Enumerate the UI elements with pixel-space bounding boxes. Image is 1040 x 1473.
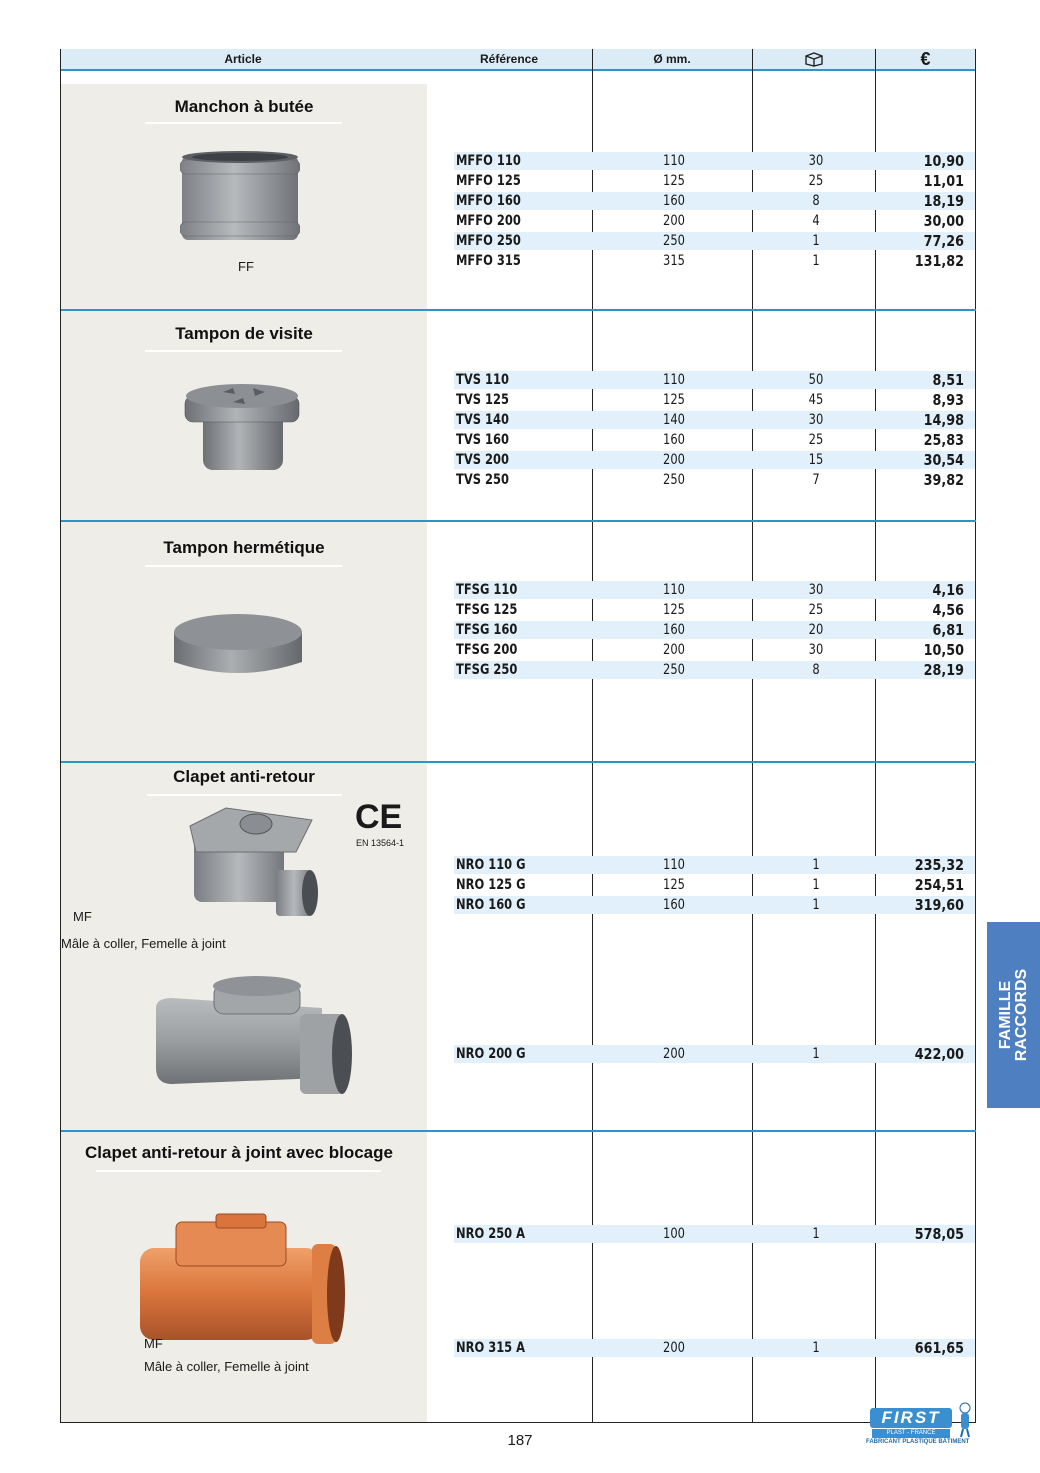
- table-row: [454, 451, 975, 469]
- price: 11,01: [923, 172, 964, 190]
- price: 4,16: [932, 581, 964, 599]
- price: 578,05: [914, 1225, 964, 1243]
- box-icon: [752, 49, 875, 69]
- section-divider: [61, 1130, 976, 1132]
- price: 25,83: [923, 431, 964, 449]
- price: 18,19: [923, 192, 964, 210]
- box-qty: 30: [808, 412, 824, 428]
- box-qty: 15: [808, 452, 824, 468]
- check-valve-image: [186, 806, 320, 918]
- diameter: 200: [663, 1340, 685, 1356]
- reference: TVS 250: [456, 472, 509, 488]
- table-row: [454, 192, 975, 210]
- box-qty: 1: [812, 1046, 820, 1062]
- table-row: [454, 661, 975, 679]
- diameter: 125: [663, 602, 685, 618]
- title-underline: [145, 350, 342, 352]
- reference: NRO 315 A: [456, 1340, 526, 1356]
- table-row: [454, 391, 975, 409]
- diameter: 110: [663, 153, 685, 169]
- reference: NRO 200 G: [456, 1046, 526, 1062]
- header-diameter: Ø mm.: [653, 52, 691, 66]
- diameter: 125: [663, 877, 685, 893]
- price: 10,90: [923, 152, 964, 170]
- title-underline: [147, 794, 342, 796]
- section-divider: [61, 520, 976, 522]
- connection-description: Mâle à coller, Femelle à joint: [61, 936, 226, 951]
- diameter: 250: [663, 472, 685, 488]
- diameter: 110: [663, 857, 685, 873]
- diameter: 160: [663, 897, 685, 913]
- price: 28,19: [923, 661, 964, 679]
- table-row: [454, 471, 975, 489]
- diameter: 160: [663, 622, 685, 638]
- box-qty: 30: [808, 582, 824, 598]
- price: 319,60: [914, 896, 964, 914]
- ce-mark: CE: [355, 798, 403, 836]
- title-underline: [96, 1170, 381, 1172]
- diameter: 125: [663, 392, 685, 408]
- table-row: [454, 876, 975, 894]
- table-row: [454, 856, 975, 874]
- diameter: 200: [663, 452, 685, 468]
- table-row: [454, 1225, 975, 1243]
- reference: NRO 250 A: [456, 1226, 526, 1242]
- box-qty: 25: [808, 602, 824, 618]
- reference: TVS 110: [456, 372, 509, 388]
- price: 30,00: [923, 212, 964, 230]
- header-euro: €: [920, 49, 931, 69]
- diameter: 200: [663, 642, 685, 658]
- reference: TVS 160: [456, 432, 509, 448]
- diameter: 250: [663, 662, 685, 678]
- diameter: 200: [663, 1046, 685, 1062]
- price: 422,00: [914, 1045, 964, 1063]
- connection-type: FF: [238, 259, 254, 274]
- box-qty: 45: [808, 392, 824, 408]
- connection-type: MF: [73, 909, 92, 924]
- table-row: [454, 371, 975, 389]
- price: 4,56: [932, 601, 964, 619]
- box-qty: 20: [808, 622, 824, 638]
- table-row: [454, 1045, 975, 1063]
- diameter: 315: [663, 253, 685, 269]
- coupling-image: [180, 150, 300, 245]
- box-qty: 30: [808, 642, 824, 658]
- section-title: Clapet anti-retour: [173, 767, 315, 786]
- table-row: [454, 641, 975, 659]
- box-qty: 1: [812, 253, 820, 269]
- section-title: Tampon hermétique: [163, 538, 325, 557]
- logo-tagline: FABRICANT PLASTIQUE BÂTIMENT: [866, 1439, 970, 1445]
- box-qty: 7: [812, 472, 820, 488]
- price: 254,51: [914, 876, 964, 894]
- header-article: Article: [224, 52, 262, 66]
- table-border-right: [975, 49, 976, 1423]
- table-border-left: [60, 49, 61, 1423]
- table-row: [454, 172, 975, 190]
- diameter: 160: [663, 432, 685, 448]
- table-row: [454, 152, 975, 170]
- table-row: [454, 601, 975, 619]
- section-divider: [61, 309, 976, 311]
- price: 6,81: [932, 621, 964, 639]
- inspection-cap-image: [183, 380, 301, 472]
- reference: MFFO 250: [456, 233, 521, 249]
- box-qty: 1: [812, 1226, 820, 1242]
- reference: TVS 200: [456, 452, 509, 468]
- reference: TVS 140: [456, 412, 509, 428]
- connection-description: Mâle à coller, Femelle à joint: [144, 1359, 309, 1374]
- page-number: 187: [507, 1432, 533, 1449]
- section-divider: [61, 761, 976, 763]
- section-title: Clapet anti-retour à joint avec blocage: [85, 1143, 393, 1162]
- brand-logo: [866, 1400, 976, 1450]
- reference: NRO 160 G: [456, 897, 526, 913]
- table-row: [454, 581, 975, 599]
- reference: MFFO 160: [456, 193, 521, 209]
- orange-check-valve-image: [136, 1212, 346, 1350]
- price: 30,54: [923, 451, 964, 469]
- price: 39,82: [923, 471, 964, 489]
- box-qty: 8: [812, 662, 820, 678]
- reference: TFSG 110: [456, 582, 518, 598]
- sealed-cap-image: [172, 612, 304, 680]
- mascot-icon: [954, 1400, 976, 1438]
- box-qty: 1: [812, 233, 820, 249]
- header-reference: Référence: [479, 52, 539, 66]
- ce-norm: EN 13564-1: [356, 838, 405, 848]
- reference: NRO 110 G: [456, 857, 526, 873]
- diameter: 200: [663, 213, 685, 229]
- table-row: [454, 252, 975, 270]
- diameter: 140: [663, 412, 685, 428]
- diameter: 110: [663, 372, 685, 388]
- reference: NRO 125 G: [456, 877, 526, 893]
- title-underline: [145, 122, 342, 124]
- box-qty: 1: [812, 857, 820, 873]
- box-qty: 50: [808, 372, 824, 388]
- connection-type: MF: [144, 1336, 163, 1351]
- section-title: Manchon à butée: [174, 97, 314, 116]
- check-valve-large-image: [152, 968, 356, 1108]
- section-title: Tampon de visite: [175, 324, 313, 343]
- reference: MFFO 315: [456, 253, 521, 269]
- category-tab-line1: FAMILLE: [996, 980, 1014, 1050]
- reference: TFSG 200: [456, 642, 518, 658]
- table-header: [60, 49, 976, 71]
- box-qty: 25: [808, 432, 824, 448]
- diameter: 160: [663, 193, 685, 209]
- price: 131,82: [914, 252, 964, 270]
- price: 14,98: [923, 411, 964, 429]
- diameter: 125: [663, 173, 685, 189]
- box-qty: 4: [812, 213, 820, 229]
- box-qty: 1: [812, 897, 820, 913]
- title-underline: [145, 565, 342, 567]
- category-tab: [987, 922, 1040, 1108]
- price: 10,50: [923, 641, 964, 659]
- logo-sub: PLAST - FRANCE: [872, 1429, 950, 1438]
- table-row: [454, 1339, 975, 1357]
- box-qty: 8: [812, 193, 820, 209]
- price: 8,93: [932, 391, 964, 409]
- price: 77,26: [923, 232, 964, 250]
- box-qty: 1: [812, 877, 820, 893]
- diameter: 100: [663, 1226, 685, 1242]
- reference: TVS 125: [456, 392, 509, 408]
- category-tab-line2: RACCORDS: [1012, 968, 1030, 1062]
- reference: TFSG 160: [456, 622, 518, 638]
- box-qty: 25: [808, 173, 824, 189]
- reference: TFSG 125: [456, 602, 518, 618]
- table-row: [454, 411, 975, 429]
- reference: MFFO 110: [456, 153, 521, 169]
- table-row: [454, 212, 975, 230]
- price: 8,51: [932, 371, 964, 389]
- reference: MFFO 125: [456, 173, 521, 189]
- logo-brand: FIRST: [870, 1408, 952, 1428]
- diameter: 250: [663, 233, 685, 249]
- table-row: [454, 896, 975, 914]
- box-qty: 30: [808, 153, 824, 169]
- diameter: 110: [663, 582, 685, 598]
- price: 235,32: [914, 856, 964, 874]
- table-border-bottom: [60, 1422, 976, 1423]
- price: 661,65: [914, 1339, 964, 1357]
- table-row: [454, 232, 975, 250]
- reference: TFSG 250: [456, 662, 518, 678]
- box-qty: 1: [812, 1340, 820, 1356]
- reference: MFFO 200: [456, 213, 521, 229]
- table-row: [454, 431, 975, 449]
- table-row: [454, 621, 975, 639]
